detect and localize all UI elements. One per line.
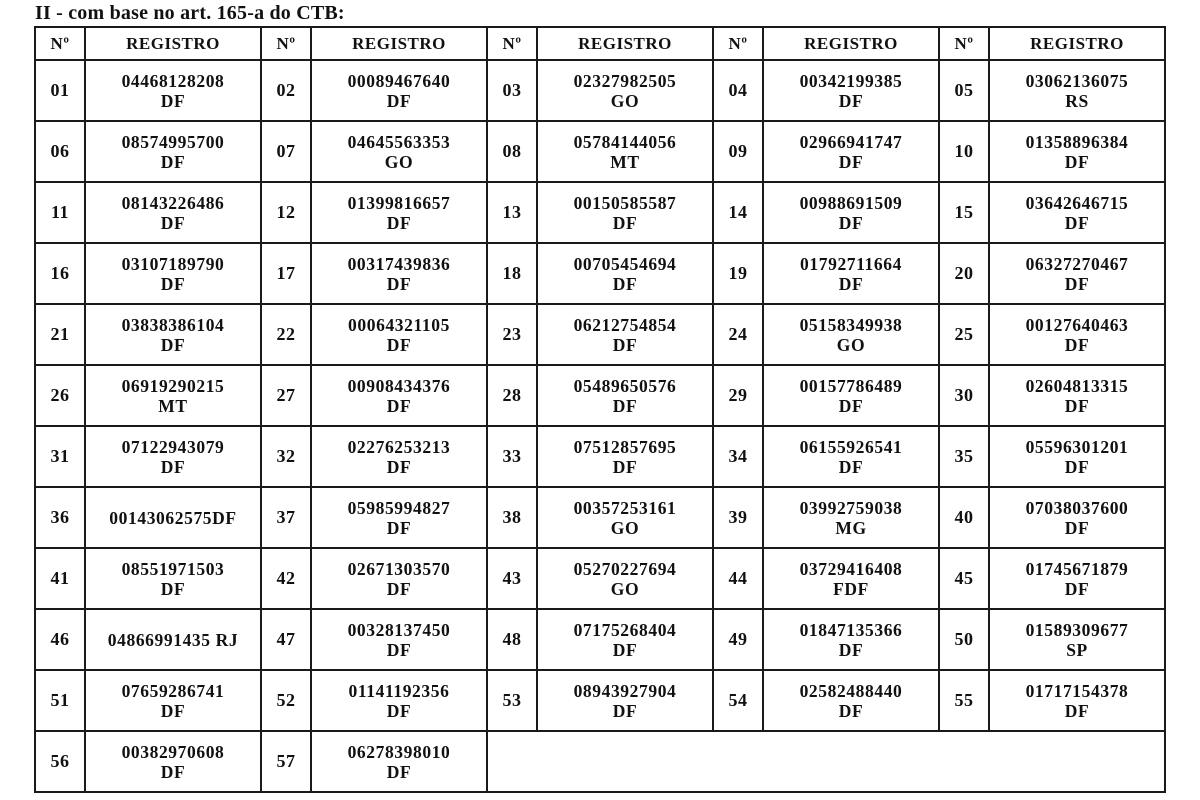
registro-state: DF (838, 212, 864, 233)
registro-number: 00127640463 (1025, 314, 1129, 335)
registro-state: DF (612, 395, 638, 416)
header-registro: REGISTRO (85, 27, 261, 60)
registro-state: DF (612, 456, 638, 477)
registro-number: 04645563353 (347, 131, 451, 152)
registro-state: DF (612, 334, 638, 355)
entry-number: 05 (939, 60, 989, 121)
registro-cell (311, 609, 487, 670)
registro-cell (763, 670, 939, 731)
entry-number: 10 (939, 121, 989, 182)
registro-number: 05270227694 (573, 558, 677, 579)
registro-number: 04468128208 (121, 70, 225, 91)
registro-number: 00317439836 (347, 253, 451, 274)
registro-cell (311, 365, 487, 426)
registro-state: DF (838, 456, 864, 477)
registro-cell (311, 487, 487, 548)
registro-cell (311, 426, 487, 487)
registro-state: DF (612, 212, 638, 233)
registro-number: 03107189790 (121, 253, 225, 274)
table-row (35, 243, 1165, 304)
registro-cell (85, 487, 261, 548)
entry-number: 38 (487, 487, 537, 548)
registro-number: 00988691509 (799, 192, 903, 213)
table-body (35, 60, 1165, 792)
registro-number: 02276253213 (347, 436, 451, 457)
registro-cell (989, 609, 1165, 670)
registro-state: DF (612, 639, 638, 660)
registro-cell (763, 304, 939, 365)
registro-cell (989, 670, 1165, 731)
registro-number: 02966941747 (799, 131, 903, 152)
entry-number: 54 (713, 670, 763, 731)
registro-state: DF (160, 90, 186, 111)
registro-number: 03062136075 (1025, 70, 1129, 91)
registro-state: SP (1066, 639, 1088, 660)
registro-cell (763, 548, 939, 609)
registro-cell (85, 182, 261, 243)
registro-state: DF (1064, 578, 1090, 599)
registro-number: 00150585587 (573, 192, 677, 213)
registro-state: DF (160, 761, 186, 782)
registro-state: DF (386, 639, 412, 660)
registro-cell (85, 60, 261, 121)
registro-number: 03992759038 (799, 497, 903, 518)
entry-number: 48 (487, 609, 537, 670)
registro-cell (763, 487, 939, 548)
registro-number: 00357253161 (573, 497, 677, 518)
registro-state: GO (384, 151, 414, 172)
registro-cell (85, 121, 261, 182)
entry-number: 33 (487, 426, 537, 487)
registro-number: 06278398010 (347, 741, 451, 762)
entry-number: 34 (713, 426, 763, 487)
registro-state: DF (386, 273, 412, 294)
registro-number: 03642646715 (1025, 192, 1129, 213)
registro-state: DF (386, 578, 412, 599)
registro-number: 00328137450 (347, 619, 451, 640)
entry-number: 57 (261, 731, 311, 792)
registro-number: 02327982505 (573, 70, 677, 91)
entry-number: 51 (35, 670, 85, 731)
empty-cell (487, 731, 1165, 792)
registro-number: 06919290215 (121, 375, 225, 396)
registro-state: MT (610, 151, 640, 172)
entry-number: 30 (939, 365, 989, 426)
registro-cell (763, 60, 939, 121)
table-row (35, 304, 1165, 365)
entry-number: 04 (713, 60, 763, 121)
registro-cell (85, 670, 261, 731)
entry-number: 01 (35, 60, 85, 121)
registro-state: DF (160, 151, 186, 172)
registro-cell (763, 121, 939, 182)
registro-state: DF (1064, 212, 1090, 233)
registro-cell (311, 182, 487, 243)
entry-number: 20 (939, 243, 989, 304)
registro-number: 06155926541 (799, 436, 903, 457)
registro-state: DF (1064, 395, 1090, 416)
registro-number: 01399816657 (347, 192, 451, 213)
header-num: Nº (487, 27, 537, 60)
registro-state: DF (160, 273, 186, 294)
registro-number: 00705454694 (573, 253, 677, 274)
entry-number: 44 (713, 548, 763, 609)
registro-state: DF (386, 212, 412, 233)
registro-state: FDF (833, 578, 869, 599)
registro-number: 08143226486 (121, 192, 225, 213)
header-num: Nº (261, 27, 311, 60)
registro-state: DF (386, 761, 412, 782)
registro-number: 01141192356 (348, 680, 450, 701)
registro-state: DF (838, 90, 864, 111)
entry-number: 11 (35, 182, 85, 243)
registro-state: DF (838, 639, 864, 660)
registro-cell (537, 243, 713, 304)
table-row (35, 121, 1165, 182)
registro-state: DF (386, 90, 412, 111)
entry-number: 46 (35, 609, 85, 670)
registro-number: 03838386104 (121, 314, 225, 335)
registro-cell (85, 426, 261, 487)
registro-state: DF (386, 395, 412, 416)
registro-number: 07512857695 (573, 436, 677, 457)
entry-number: 28 (487, 365, 537, 426)
registro-cell (85, 243, 261, 304)
registro-state: DF (1064, 151, 1090, 172)
registro-state: GO (610, 578, 640, 599)
table-row (35, 60, 1165, 121)
entry-number: 09 (713, 121, 763, 182)
entry-number: 37 (261, 487, 311, 548)
registro-cell (85, 304, 261, 365)
entry-number: 08 (487, 121, 537, 182)
registro-number: 02671303570 (347, 558, 451, 579)
registro-cell (763, 365, 939, 426)
table-row (35, 609, 1165, 670)
entry-number: 26 (35, 365, 85, 426)
entry-number: 56 (35, 731, 85, 792)
entry-number: 49 (713, 609, 763, 670)
registro-state: MG (835, 517, 867, 538)
registro-cell (311, 60, 487, 121)
registro-state: DF (160, 456, 186, 477)
registro-number: 07038037600 (1025, 497, 1129, 518)
table-row (35, 548, 1165, 609)
header-registro: REGISTRO (989, 27, 1165, 60)
entry-number: 45 (939, 548, 989, 609)
registro-cell (989, 426, 1165, 487)
registro-number: 04866991435 RJ (107, 629, 239, 650)
registro-number: 05784144056 (573, 131, 677, 152)
table-header-row (35, 27, 1165, 60)
registro-cell (311, 243, 487, 304)
registro-number: 08943927904 (573, 680, 677, 701)
registro-state: GO (610, 517, 640, 538)
registro-cell (537, 609, 713, 670)
entry-number: 02 (261, 60, 311, 121)
entry-number: 55 (939, 670, 989, 731)
registro-number: 00382970608 (121, 741, 225, 762)
entry-number: 16 (35, 243, 85, 304)
entry-number: 24 (713, 304, 763, 365)
registro-state: DF (838, 395, 864, 416)
registro-state: DF (160, 212, 186, 233)
entry-number: 17 (261, 243, 311, 304)
registro-state: RS (1065, 90, 1089, 111)
registro-state: DF (160, 700, 186, 721)
registro-cell (537, 182, 713, 243)
registry-table (34, 26, 1166, 793)
header-num: Nº (35, 27, 85, 60)
entry-number: 39 (713, 487, 763, 548)
registro-cell (537, 548, 713, 609)
registro-state: DF (386, 334, 412, 355)
registro-cell (85, 365, 261, 426)
entry-number: 29 (713, 365, 763, 426)
entry-number: 27 (261, 365, 311, 426)
entry-number: 21 (35, 304, 85, 365)
registro-cell (763, 609, 939, 670)
registro-number: 05985994827 (347, 497, 451, 518)
registro-cell (311, 670, 487, 731)
entry-number: 18 (487, 243, 537, 304)
registro-number: 08574995700 (121, 131, 225, 152)
registro-cell (537, 426, 713, 487)
registro-state: DF (1064, 700, 1090, 721)
registro-state: MT (158, 395, 188, 416)
entry-number: 47 (261, 609, 311, 670)
registro-cell (989, 121, 1165, 182)
registro-cell (537, 60, 713, 121)
registro-number: 00908434376 (347, 375, 451, 396)
table-row (35, 731, 1165, 792)
entry-number: 14 (713, 182, 763, 243)
registro-state: DF (838, 273, 864, 294)
entry-number: 25 (939, 304, 989, 365)
entry-number: 50 (939, 609, 989, 670)
entry-number: 35 (939, 426, 989, 487)
registro-state: DF (1064, 334, 1090, 355)
registro-state: DF (386, 700, 412, 721)
entry-number: 43 (487, 548, 537, 609)
registro-number: 01745671879 (1025, 558, 1129, 579)
registro-number: 01358896384 (1025, 131, 1129, 152)
registro-cell (763, 243, 939, 304)
table-row (35, 487, 1165, 548)
registro-number: 05596301201 (1025, 436, 1129, 457)
entry-number: 41 (35, 548, 85, 609)
table-row (35, 426, 1165, 487)
entry-number: 32 (261, 426, 311, 487)
registro-state: GO (836, 334, 866, 355)
entry-number: 06 (35, 121, 85, 182)
registro-state: DF (838, 700, 864, 721)
registro-number: 05158349938 (799, 314, 903, 335)
registro-cell (989, 60, 1165, 121)
registro-number: 02604813315 (1025, 375, 1129, 396)
entry-number: 13 (487, 182, 537, 243)
registro-state: DF (1064, 517, 1090, 538)
section-heading: II - com base no art. 165-a do CTB: (35, 2, 345, 24)
registro-cell (989, 365, 1165, 426)
registro-state: DF (160, 578, 186, 599)
registro-number: 06327270467 (1025, 253, 1129, 274)
registro-state: DF (1064, 273, 1090, 294)
registro-cell (311, 548, 487, 609)
registro-number: 00089467640 (347, 70, 451, 91)
registro-number: 00157786489 (799, 375, 903, 396)
registro-cell (311, 731, 487, 792)
registro-number: 01847135366 (799, 619, 903, 640)
registro-number: 03729416408 (799, 558, 903, 579)
registro-cell (85, 731, 261, 792)
header-registro: REGISTRO (311, 27, 487, 60)
registro-cell (311, 121, 487, 182)
entry-number: 22 (261, 304, 311, 365)
registro-state: DF (612, 700, 638, 721)
registro-number: 08551971503 (121, 558, 225, 579)
entry-number: 07 (261, 121, 311, 182)
header-registro: REGISTRO (763, 27, 939, 60)
registro-number: 06212754854 (573, 314, 677, 335)
registro-cell (311, 304, 487, 365)
registro-cell (537, 121, 713, 182)
entry-number: 15 (939, 182, 989, 243)
registro-number: 00342199385 (799, 70, 903, 91)
entry-number: 36 (35, 487, 85, 548)
registro-cell (989, 243, 1165, 304)
registro-cell (989, 548, 1165, 609)
registro-cell (989, 182, 1165, 243)
table-row (35, 670, 1165, 731)
entry-number: 03 (487, 60, 537, 121)
entry-number: 12 (261, 182, 311, 243)
registro-number: 05489650576 (573, 375, 677, 396)
registro-cell (989, 487, 1165, 548)
registro-state: GO (610, 90, 640, 111)
entry-number: 52 (261, 670, 311, 731)
registro-state: DF (612, 273, 638, 294)
entry-number: 19 (713, 243, 763, 304)
registro-cell (537, 365, 713, 426)
table-row (35, 182, 1165, 243)
registro-number: 01792711664 (800, 253, 902, 274)
registro-cell (537, 487, 713, 548)
registro-cell (763, 426, 939, 487)
registro-state: DF (386, 517, 412, 538)
header-num: Nº (713, 27, 763, 60)
registro-number: 01589309677 (1025, 619, 1129, 640)
registro-number: 00143062575DF (109, 507, 237, 528)
header-registro: REGISTRO (537, 27, 713, 60)
header-num: Nº (939, 27, 989, 60)
entry-number: 31 (35, 426, 85, 487)
registro-cell (85, 609, 261, 670)
registro-cell (989, 304, 1165, 365)
registro-number: 02582488440 (799, 680, 903, 701)
entry-number: 42 (261, 548, 311, 609)
entry-number: 23 (487, 304, 537, 365)
registro-cell (537, 670, 713, 731)
registro-cell (85, 548, 261, 609)
registro-number: 07122943079 (121, 436, 225, 457)
registro-cell (537, 304, 713, 365)
registro-cell (763, 182, 939, 243)
registro-state: DF (838, 151, 864, 172)
entry-number: 53 (487, 670, 537, 731)
registro-number: 01717154378 (1025, 680, 1129, 701)
entry-number: 40 (939, 487, 989, 548)
registro-number: 07659286741 (121, 680, 225, 701)
table-row (35, 365, 1165, 426)
registro-state: DF (160, 334, 186, 355)
registro-state: DF (386, 456, 412, 477)
registro-number: 00064321105 (348, 314, 450, 335)
registro-state: DF (1064, 456, 1090, 477)
registro-number: 07175268404 (573, 619, 677, 640)
